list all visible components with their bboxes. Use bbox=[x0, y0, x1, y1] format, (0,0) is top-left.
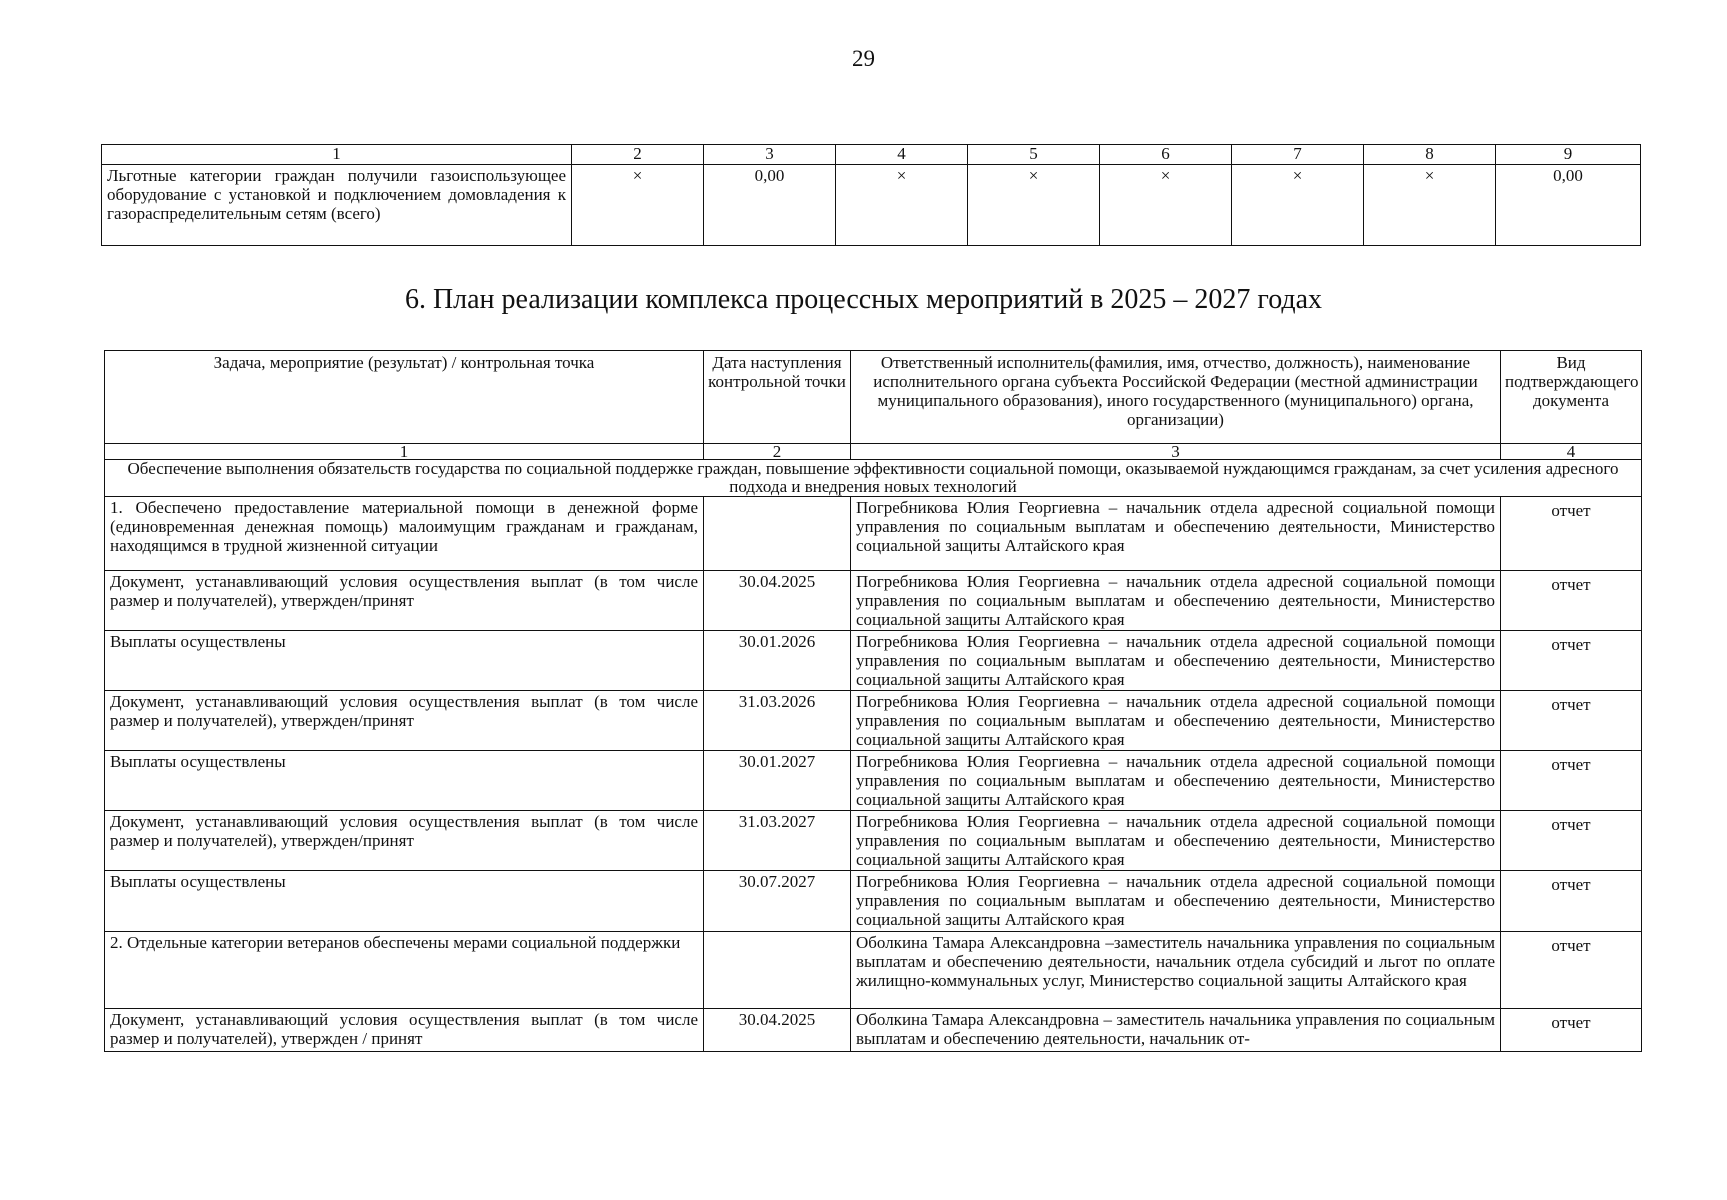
responsible-cell: Оболкина Тамара Александровна – заместитель начальника управления по социальным выплатам и обеспечению деятельности, начальник от- bbox=[851, 1009, 1501, 1052]
document-type-cell: отчет bbox=[1501, 811, 1642, 871]
date-cell bbox=[704, 932, 851, 1009]
column-number-row bbox=[102, 145, 1641, 165]
responsible-cell: Погребникова Юлия Георгиевна – начальник отдела адресной социальной помощи управления по социальным выплатам и обеспечению деятельности, Министерство социальной защиты Алтайского края bbox=[851, 871, 1501, 932]
date-cell: 30.01.2027 bbox=[704, 751, 851, 811]
table-cell: × bbox=[572, 165, 704, 246]
column-number: 9 bbox=[1496, 145, 1641, 165]
table-row bbox=[105, 497, 1642, 571]
document-type-cell: отчет bbox=[1501, 751, 1642, 811]
table-row bbox=[105, 1009, 1642, 1052]
header-cell: Вид подтверждающего документа bbox=[1501, 351, 1642, 444]
table-row bbox=[102, 165, 1641, 246]
indicator-name: Льготные категории граждан получили газоиспользующее оборудование с установкой и подключением домовладения к газораспределительным сетям (всего) bbox=[102, 165, 572, 246]
date-cell: 30.07.2027 bbox=[704, 871, 851, 932]
activity-cell: 2. Отдельные категории ветеранов обеспечены мерами социальной поддержки bbox=[105, 932, 704, 1009]
date-cell bbox=[704, 497, 851, 571]
column-number: 4 bbox=[836, 145, 968, 165]
table-row bbox=[105, 751, 1642, 811]
table-cell: × bbox=[968, 165, 1100, 246]
header-cell: Задача, мероприятие (результат) / контрольная точка bbox=[105, 351, 704, 444]
header-cell: Ответственный исполнитель(фамилия, имя, отчество, должность), наименование исполнительного органа субъекта Российской Федерации (местной администрации муниципального образования), иного государственного (муниципального) органа, организации) bbox=[851, 351, 1501, 444]
table-row bbox=[105, 691, 1642, 751]
date-cell: 30.01.2026 bbox=[704, 631, 851, 691]
responsible-cell: Погребникова Юлия Георгиевна – начальник отдела адресной социальной помощи управления по социальным выплатам и обеспечению деятельности, Министерство социальной защиты Алтайского края bbox=[851, 751, 1501, 811]
table-cell: × bbox=[1100, 165, 1232, 246]
column-number: 7 bbox=[1232, 145, 1364, 165]
responsible-cell: Погребникова Юлия Георгиевна – начальник отдела адресной социальной помощи управления по социальным выплатам и обеспечению деятельности, Министерство социальной защиты Алтайского края bbox=[851, 811, 1501, 871]
date-cell: 30.04.2025 bbox=[704, 1009, 851, 1052]
column-number: 1 bbox=[102, 145, 572, 165]
document-type-cell: отчет bbox=[1501, 631, 1642, 691]
document-type-cell: отчет bbox=[1501, 932, 1642, 1009]
table-row bbox=[105, 932, 1642, 1009]
column-number: 5 bbox=[968, 145, 1100, 165]
plan-table bbox=[104, 350, 1642, 1052]
page-number: 29 bbox=[852, 46, 875, 71]
table-cell: 0,00 bbox=[1496, 165, 1641, 246]
column-number: 2 bbox=[572, 145, 704, 165]
table-row bbox=[105, 631, 1642, 691]
activity-cell: Выплаты осуществлены bbox=[105, 631, 704, 691]
indicators-table bbox=[101, 144, 1641, 246]
table-row bbox=[105, 571, 1642, 631]
column-number: 8 bbox=[1364, 145, 1496, 165]
column-number: 3 bbox=[704, 145, 836, 165]
document-type-cell: отчет bbox=[1501, 1009, 1642, 1052]
document-type-cell: отчет bbox=[1501, 691, 1642, 751]
document-type-cell: отчет bbox=[1501, 497, 1642, 571]
activity-cell: Документ, устанавливающий условия осуществления выплат (в том числе размер и получателей), утвержден/принят bbox=[105, 571, 704, 631]
plan-table-header bbox=[105, 351, 1642, 444]
header-cell: Дата наступления контрольной точки bbox=[704, 351, 851, 444]
responsible-cell: Погребникова Юлия Георгиевна – начальник отдела адресной социальной помощи управления по социальным выплатам и обеспечению деятельности, Министерство социальной защиты Алтайского края bbox=[851, 691, 1501, 751]
activity-cell: Документ, устанавливающий условия осуществления выплат (в том числе размер и получателей), утвержден/принят bbox=[105, 811, 704, 871]
table-cell: × bbox=[1232, 165, 1364, 246]
activity-cell: Выплаты осуществлены bbox=[105, 871, 704, 932]
table-cell: × bbox=[836, 165, 968, 246]
document-type-cell: отчет bbox=[1501, 871, 1642, 932]
date-cell: 31.03.2027 bbox=[704, 811, 851, 871]
responsible-cell: Оболкина Тамара Александровна –заместитель начальника управления по социальным выплатам и обеспечению деятельности, начальник отдела субсидий и льгот по оплате жилищно-коммунальных услуг, Министерство социальной защиты Алтайского края bbox=[851, 932, 1501, 1009]
task-text: Обеспечение выполнения обязательств государства по социальной поддержке граждан, повышение эффективности социальной помощи, оказываемой нуждающимся гражданам, за счет усиления адресного подхода и внедрения новых технологий bbox=[105, 460, 1642, 497]
date-cell: 31.03.2026 bbox=[704, 691, 851, 751]
responsible-cell: Погребникова Юлия Георгиевна – начальник отдела адресной социальной помощи управления по социальным выплатам и обеспечению деятельности, Министерство социальной защиты Алтайского края bbox=[851, 571, 1501, 631]
responsible-cell: Погребникова Юлия Георгиевна – начальник отдела адресной социальной помощи управления по социальным выплатам и обеспечению деятельности, Министерство социальной защиты Алтайского края bbox=[851, 631, 1501, 691]
section-title: 6. План реализации комплекса процессных мероприятий в 2025 – 2027 годах bbox=[404, 284, 1323, 315]
table-cell: 0,00 bbox=[704, 165, 836, 246]
task-row bbox=[105, 460, 1642, 497]
activity-cell: Документ, устанавливающий условия осуществления выплат (в том числе размер и получателей), утвержден / принят bbox=[105, 1009, 704, 1052]
activity-cell: Выплаты осуществлены bbox=[105, 751, 704, 811]
column-number: 4 bbox=[1501, 444, 1642, 460]
table-row bbox=[105, 811, 1642, 871]
responsible-cell: Погребникова Юлия Георгиевна – начальник отдела адресной социальной помощи управления по социальным выплатам и обеспечению деятельности, Министерство социальной защиты Алтайского края bbox=[851, 497, 1501, 571]
column-number: 6 bbox=[1100, 145, 1232, 165]
document-type-cell: отчет bbox=[1501, 571, 1642, 631]
column-number: 2 bbox=[704, 444, 851, 460]
date-cell: 30.04.2025 bbox=[704, 571, 851, 631]
table-cell: × bbox=[1364, 165, 1496, 246]
column-number: 3 bbox=[851, 444, 1501, 460]
column-number: 1 bbox=[105, 444, 704, 460]
activity-cell: 1. Обеспечено предоставление материальной помощи в денежной форме (единовременная денежная помощь) малоимущим гражданам и гражданам, находящимся в трудной жизненной ситуации bbox=[105, 497, 704, 571]
activity-cell: Документ, устанавливающий условия осуществления выплат (в том числе размер и получателей), утвержден/принят bbox=[105, 691, 704, 751]
table-row bbox=[105, 871, 1642, 932]
column-number-row bbox=[105, 444, 1642, 460]
